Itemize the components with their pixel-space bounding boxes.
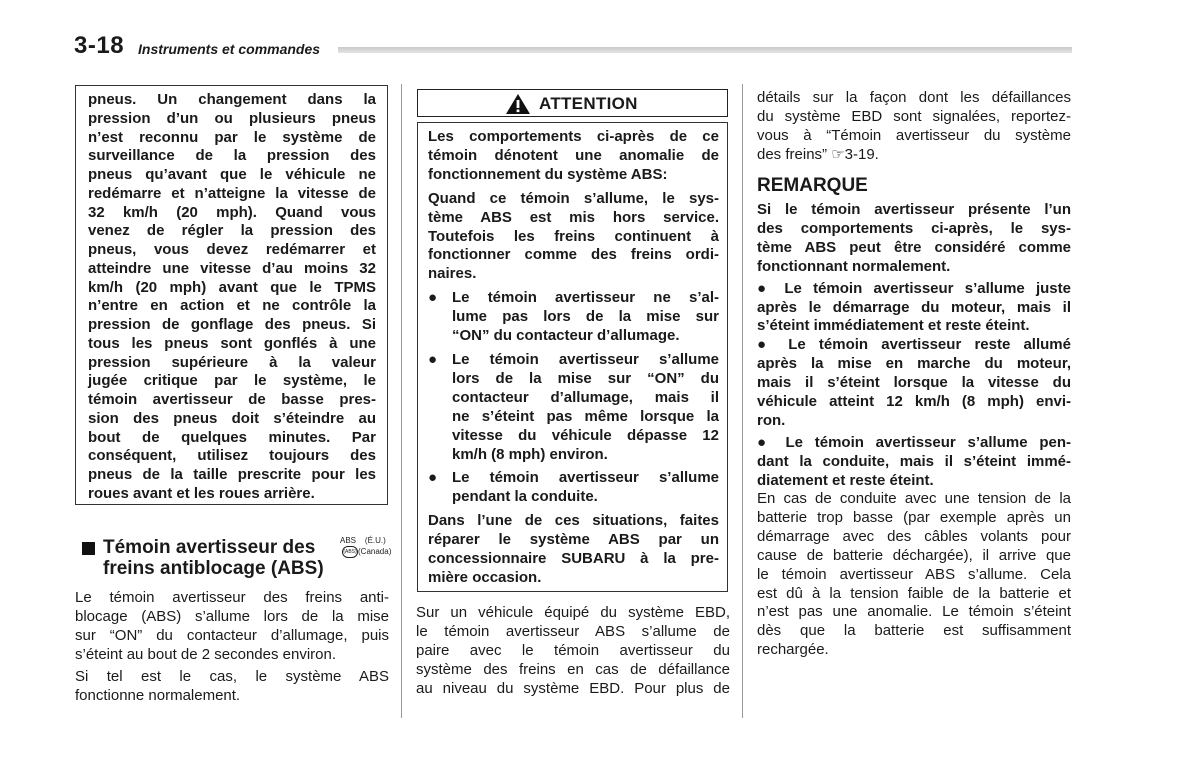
text-line: jugée critique par le système, le (88, 372, 376, 390)
text-line: véhicule atteint 12 km/h (8 mph) envi- (757, 393, 1071, 411)
battery-paragraph (757, 490, 1071, 660)
text-line: pression supérieure à la valeur (88, 353, 376, 371)
text-line: réparer le système ABS par un (428, 531, 719, 549)
abs-indicator-icon (340, 536, 391, 558)
text-line: est dû à la tension faible de la batterie et (757, 584, 1071, 602)
text-line: contacteur d’allumage, mais il (452, 388, 719, 406)
bullet-dot-icon: ● (428, 469, 438, 487)
text-line: des comportements ci-après, le sys- (757, 219, 1071, 237)
text-line: tous les pneus sont gonflés à une (88, 334, 376, 352)
warning-triangle-icon (505, 93, 531, 115)
text-line: cause de batterie déchargée), il arrive que (757, 546, 1071, 564)
text-line: mière occasion. (428, 568, 542, 586)
text-line: sur “ON” du contacteur d’allumage, puis (75, 626, 389, 644)
attention-box (414, 86, 731, 592)
text-line: km/h (20 mph) avant que le TPMS (88, 278, 376, 296)
text-line: surveillance de la pression des (88, 147, 376, 165)
text-line: blocage (ABS) s’allume lors de la mise (75, 607, 389, 625)
section-title: Instruments et commandes (138, 41, 321, 57)
text-line: En cas de conduite avec une tension de la (757, 490, 1071, 507)
text-line: dant la conduite, mais il s’éteint immé- (757, 452, 1071, 470)
text-line: vitesse du véhicule dépasse 12 (452, 426, 719, 444)
text-line: Le témoin avertisseur des freins anti- (75, 589, 389, 606)
attention-heading: ATTENTION (539, 94, 638, 113)
attention-header (417, 89, 728, 117)
text-line: Les comportements ci-après de ce (428, 128, 719, 145)
text-line: fonctionnement du système ABS: (428, 165, 668, 183)
abs-us-label: (É.U.) (364, 536, 386, 545)
ebd-paragraph (416, 604, 730, 699)
text-line: Si tel est le cas, le système ABS (75, 667, 389, 685)
text-line: sion des pneus doit s’éteindre au (88, 409, 376, 427)
text-line: Le témoin avertisseur s’allume (452, 469, 719, 487)
text-line: 32 km/h (20 mph). Quand vous (88, 203, 376, 221)
text-line: tème ABS est mis hors service. (428, 208, 719, 226)
list-item (428, 469, 719, 507)
text-line: vous à “Témoin avertisseur du système (757, 126, 1071, 144)
section-bullet-square-icon (82, 542, 95, 555)
text-line: “ON” du contacteur d’allumage. (452, 327, 680, 345)
text-line: n’est pas une anomalie. Le témoin s’éteint (757, 603, 1071, 621)
tpms-note-box (75, 85, 388, 505)
text-line: rechargée. (757, 641, 829, 659)
text-line: pneus, vous devez redémarrer et (88, 241, 376, 258)
text-line: Sur un véhicule équipé du système EBD, (416, 604, 730, 621)
text-line: atteindre une vitesse d’au moins 32 (88, 259, 376, 277)
text-line: ne s’éteint pas même lorsque la (452, 407, 719, 425)
header-rule (338, 47, 1072, 53)
text-line: Si le témoin avertisseur présente l’un (757, 201, 1071, 218)
text-line: pression de gonflage des pneus. Si (88, 316, 376, 333)
text-line: batterie trop basse (par exemple après un (757, 508, 1071, 526)
bullet-dot-icon: ● (428, 350, 438, 368)
text-line: après la mise en marche du moteur, (757, 355, 1071, 373)
text-line: Quand ce témoin s’allume, le sys- (428, 189, 719, 207)
column-divider-right (742, 84, 743, 718)
text-line: témoin dénotent une anomalie de (428, 146, 719, 164)
ebd-continuation (757, 89, 1071, 165)
text-line: ● Le témoin avertisseur s’allume pen- (757, 433, 1071, 451)
text-line: tème ABS peut être considéré comme (757, 238, 1071, 256)
text-line: fonctionne normalement. (75, 686, 241, 704)
text-line: fonctionnant normalement. (757, 257, 951, 275)
text-line: pression d’un ou plusieurs pneus (88, 109, 376, 127)
text-line: n’est reconnu par le système de (88, 128, 376, 146)
text-line: témoin avertisseur de basse pres- (88, 391, 376, 408)
list-item (428, 351, 719, 464)
abs-canada-symbol: (ABS) (342, 546, 358, 558)
text-line: s’éteint au bout de 2 secondes environ. (75, 645, 337, 663)
text-line: naires. (428, 265, 477, 283)
text-line: démarrage avec des câbles volants pour (757, 527, 1071, 545)
text-line: ron. (757, 411, 786, 429)
text-line: pneus. Un changement dans la (88, 91, 376, 108)
text-line: le témoin avertisseur ABS s’allume. Cela (757, 565, 1071, 583)
text-line: s’éteint immédiatement et reste éteint. (757, 317, 1030, 335)
text-line: le témoin avertisseur ABS s’allume de (416, 622, 730, 640)
tpms-note-text (88, 91, 376, 504)
page-number: 3-18 (74, 32, 125, 59)
abs-canada-label: (Canada) (358, 547, 392, 557)
abs-description (75, 589, 389, 705)
text-line: km/h (8 mph) environ. (452, 445, 608, 463)
text-line: dès que la batterie est suffisamment (757, 622, 1071, 640)
heading-line: Témoin avertisseur des (103, 537, 316, 558)
text-line: Le témoin avertisseur s’allume (452, 350, 719, 368)
text-line: des freins” ☞3-19. (757, 145, 879, 163)
text-line: détails sur la façon dont les défaillances (757, 89, 1071, 106)
text-line: fonctionner comme des freins ordi- (428, 246, 719, 264)
text-line: lors de la mise sur “ON” du (452, 369, 719, 387)
text-line: ● Le témoin avertisseur reste allumé (757, 336, 1071, 354)
text-line: pneus de la taille prescrite pour les (88, 466, 376, 483)
attention-body (417, 122, 728, 592)
text-line: pendant la conduite. (452, 488, 598, 506)
text-line: Le témoin avertisseur ne s’al- (452, 289, 719, 307)
abs-section-heading (103, 537, 324, 579)
text-line: au niveau du système EBD. Pour plus de (416, 679, 730, 697)
text-line: n’entre en action et ne contrôle la (88, 297, 376, 315)
text-line: conséquent, utilisez toujours des (88, 447, 376, 465)
text-line: ● Le témoin avertisseur s’allume juste (757, 279, 1071, 297)
text-line: lume pas lors de la mise sur (452, 308, 719, 326)
text-line: bout de quelques minutes. Par (88, 428, 376, 446)
text-line: pneus qu’avant que le véhicule ne (88, 166, 376, 183)
remarque-body (757, 201, 1071, 491)
text-line: redémarre et n’atteigne la vitesse de (88, 184, 376, 202)
text-line: concessionnaire SUBARU à la pre- (428, 550, 719, 568)
text-line: Toutefois les freins continuent à (428, 227, 719, 245)
bullet-dot-icon: ● (428, 289, 438, 307)
text-line: Dans l’une de ces situations, faites (428, 512, 719, 530)
text-line: venez de régler la pression des (88, 222, 376, 240)
remarque-heading: REMARQUE (757, 175, 868, 196)
text-line: mais il s’éteint lorsque la vitesse du (757, 374, 1071, 392)
text-line: après le démarrage du moteur, mais il (757, 298, 1071, 316)
text-line: système des freins en cas de défaillance (416, 660, 730, 678)
list-item (428, 289, 719, 346)
text-line: du système EBD sont signalées, reportez- (757, 107, 1071, 125)
text-line: paire avec le témoin avertisseur du (416, 641, 730, 659)
abs-us-symbol: ABS (340, 536, 357, 545)
heading-line: freins antiblocage (ABS) (103, 558, 324, 579)
column-divider-left (401, 84, 402, 718)
text-line: diatement et reste éteint. (757, 471, 934, 489)
text-line: roues avant et les roues arrière. (88, 484, 315, 502)
